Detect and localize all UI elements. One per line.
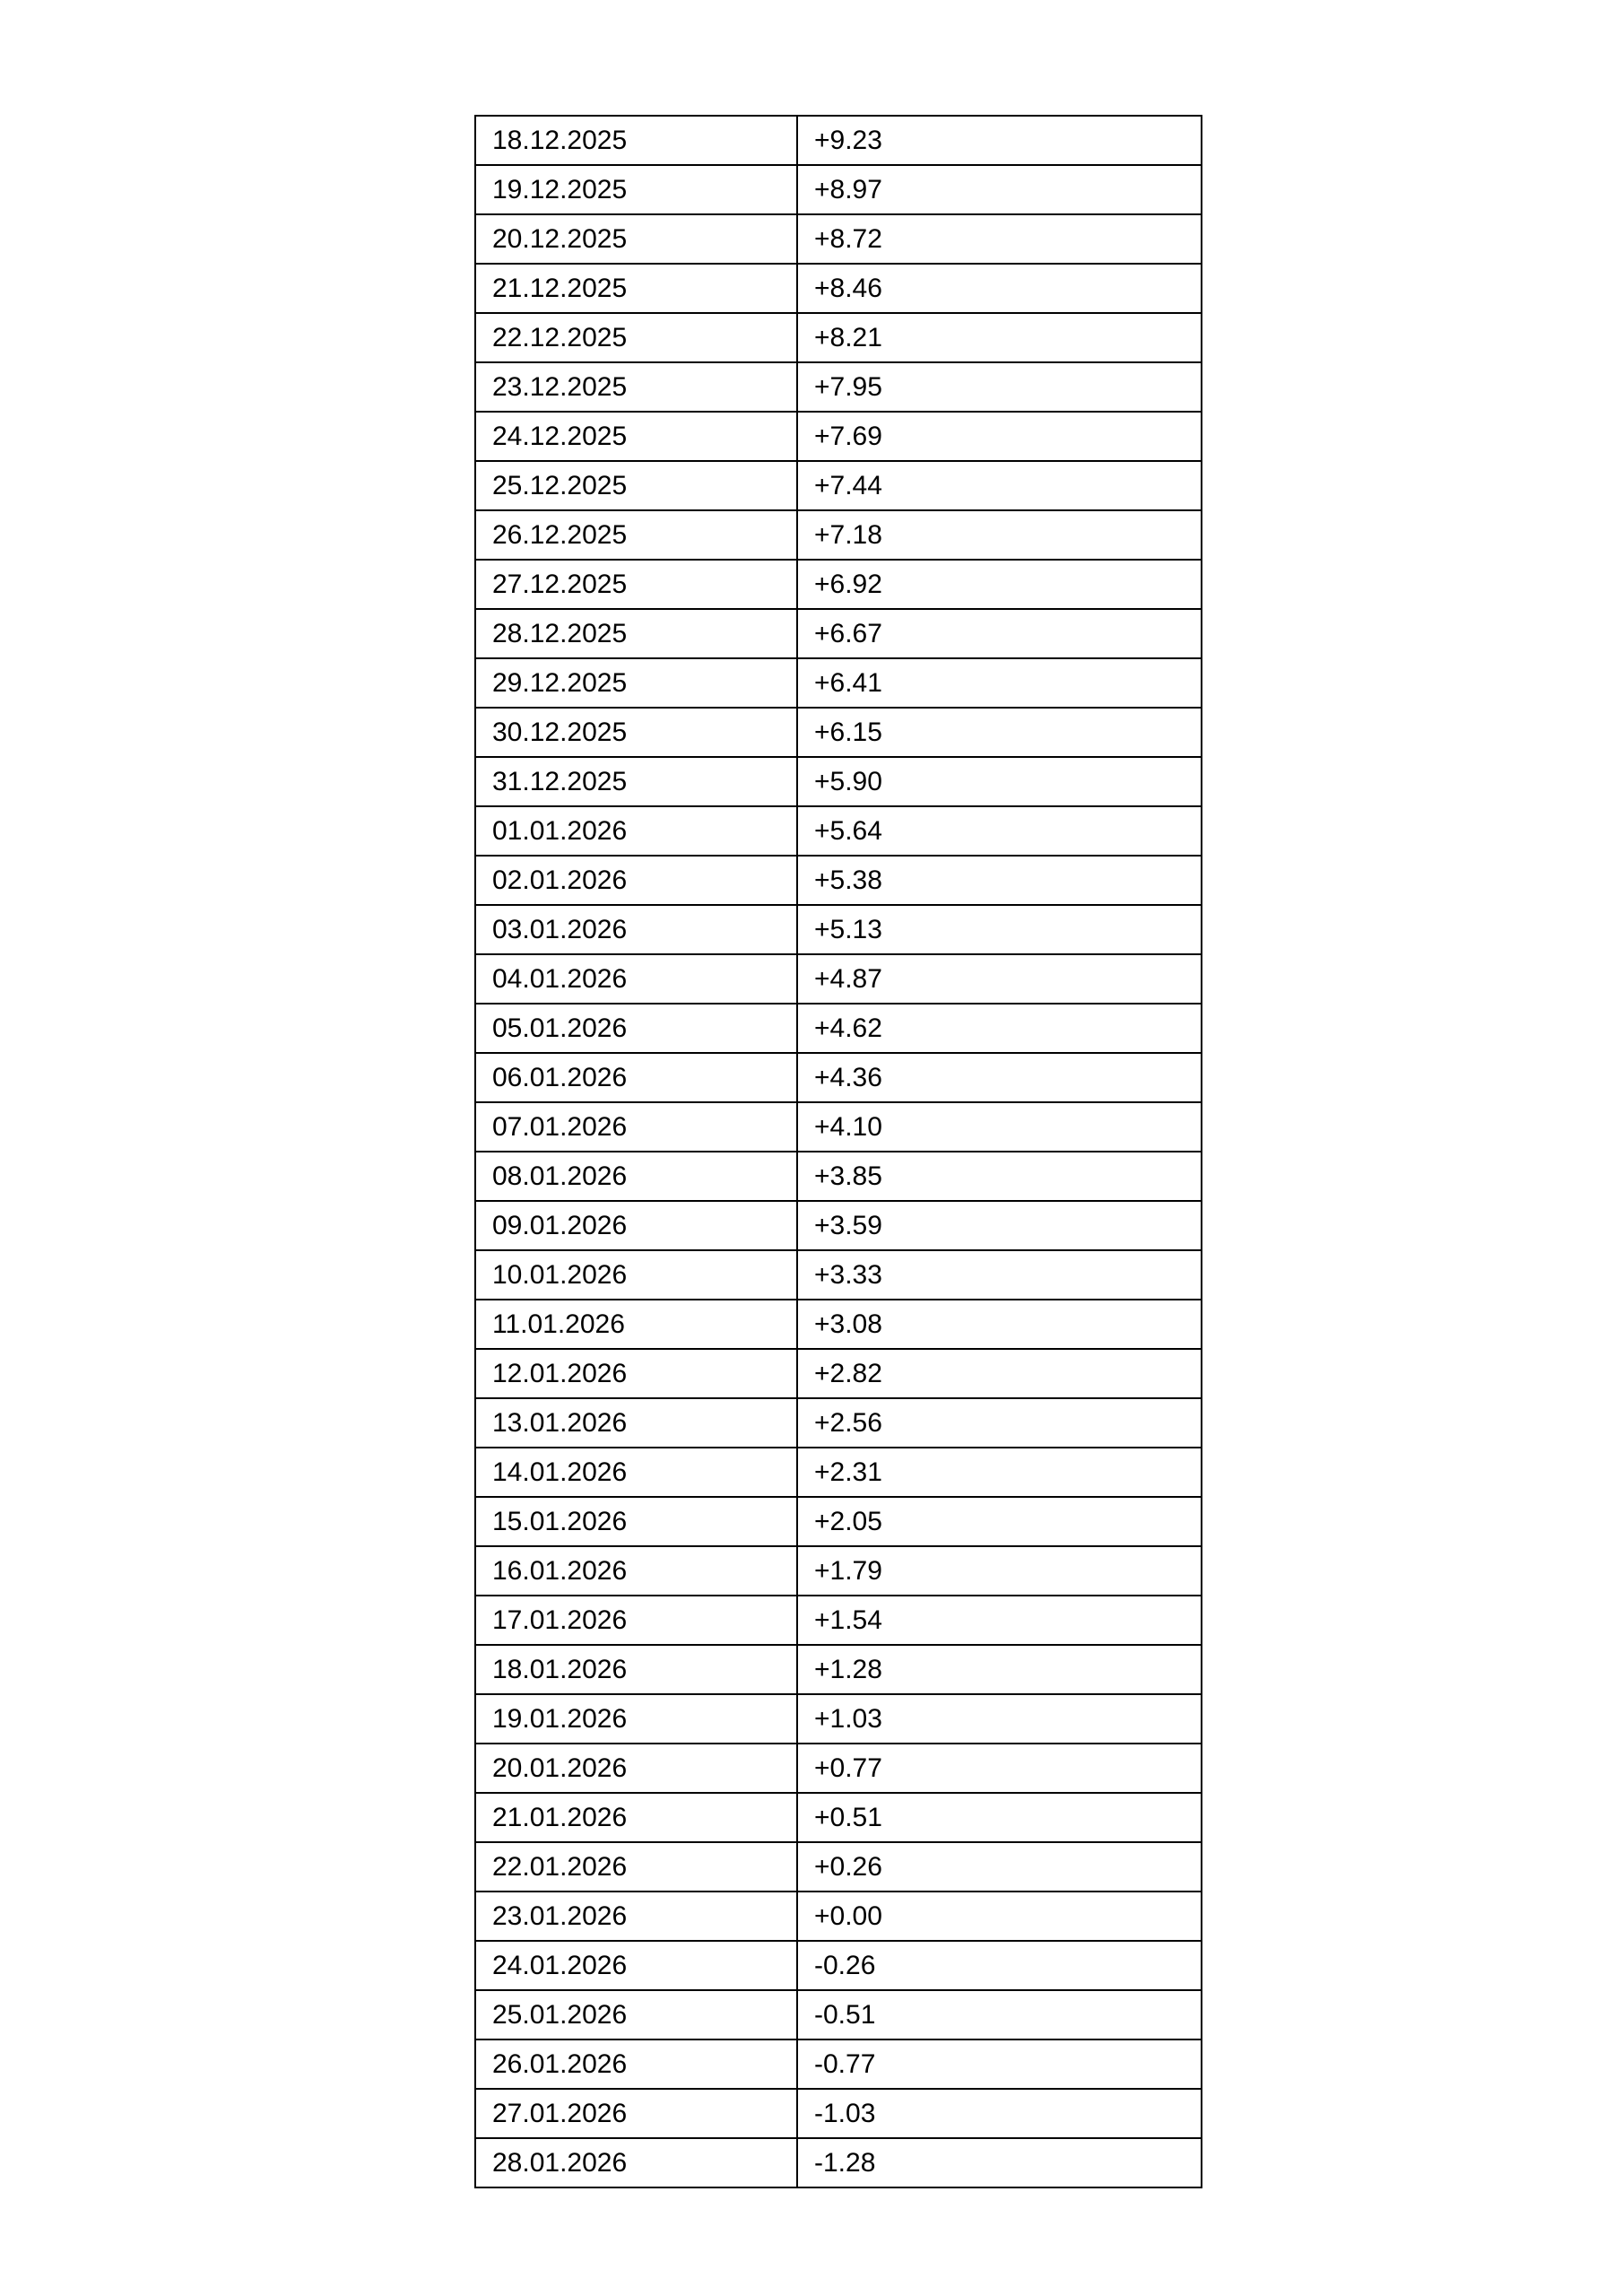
value-cell: +6.41 xyxy=(797,658,1202,708)
value-cell: +5.38 xyxy=(797,856,1202,905)
table-row xyxy=(475,362,1202,412)
date-cell: 09.01.2026 xyxy=(475,1201,797,1250)
date-cell: 28.12.2025 xyxy=(475,609,797,658)
table-row xyxy=(475,2138,1202,2187)
date-cell: 05.01.2026 xyxy=(475,1004,797,1053)
value-cell: +6.15 xyxy=(797,708,1202,757)
value-cell: +0.77 xyxy=(797,1744,1202,1793)
table-row xyxy=(475,1892,1202,1941)
date-cell: 11.01.2026 xyxy=(475,1300,797,1349)
value-cell: +5.13 xyxy=(797,905,1202,954)
value-cell: +6.67 xyxy=(797,609,1202,658)
table-row xyxy=(475,1152,1202,1201)
table-row xyxy=(475,1300,1202,1349)
date-cell: 25.12.2025 xyxy=(475,461,797,510)
value-cell: +4.87 xyxy=(797,954,1202,1004)
value-cell: +7.18 xyxy=(797,510,1202,560)
table-row xyxy=(475,856,1202,905)
table-row xyxy=(475,1546,1202,1596)
table-row xyxy=(475,1250,1202,1300)
table-row xyxy=(475,609,1202,658)
value-cell: +4.10 xyxy=(797,1102,1202,1152)
value-cell: +1.54 xyxy=(797,1596,1202,1645)
table-row xyxy=(475,214,1202,264)
table-row xyxy=(475,264,1202,313)
date-cell: 18.12.2025 xyxy=(475,116,797,165)
table-row xyxy=(475,1645,1202,1694)
date-cell: 22.12.2025 xyxy=(475,313,797,362)
date-cell: 04.01.2026 xyxy=(475,954,797,1004)
table-row xyxy=(475,708,1202,757)
table-row xyxy=(475,412,1202,461)
date-cell: 01.01.2026 xyxy=(475,806,797,856)
value-cell: +2.05 xyxy=(797,1497,1202,1546)
value-cell: +2.31 xyxy=(797,1448,1202,1497)
table-row xyxy=(475,1102,1202,1152)
value-cell: +9.23 xyxy=(797,116,1202,165)
table-row xyxy=(475,1349,1202,1398)
value-cell: +1.03 xyxy=(797,1694,1202,1744)
table-row xyxy=(475,2039,1202,2089)
date-cell: 18.01.2026 xyxy=(475,1645,797,1694)
date-cell: 26.12.2025 xyxy=(475,510,797,560)
date-cell: 07.01.2026 xyxy=(475,1102,797,1152)
table-row xyxy=(475,116,1202,165)
table-row xyxy=(475,461,1202,510)
date-cell: 31.12.2025 xyxy=(475,757,797,806)
value-cell: +8.97 xyxy=(797,165,1202,214)
table-row xyxy=(475,806,1202,856)
table-row xyxy=(475,1694,1202,1744)
date-cell: 22.01.2026 xyxy=(475,1842,797,1892)
date-cell: 08.01.2026 xyxy=(475,1152,797,1201)
value-cell: +8.46 xyxy=(797,264,1202,313)
date-cell: 12.01.2026 xyxy=(475,1349,797,1398)
value-cell: +7.69 xyxy=(797,412,1202,461)
value-cell: +7.95 xyxy=(797,362,1202,412)
table-row xyxy=(475,954,1202,1004)
date-cell: 29.12.2025 xyxy=(475,658,797,708)
value-cell: +4.62 xyxy=(797,1004,1202,1053)
value-cell: +5.64 xyxy=(797,806,1202,856)
value-cell: +3.59 xyxy=(797,1201,1202,1250)
value-cell: +6.92 xyxy=(797,560,1202,609)
table-row xyxy=(475,1004,1202,1053)
date-cell: 15.01.2026 xyxy=(475,1497,797,1546)
date-cell: 27.12.2025 xyxy=(475,560,797,609)
table-row xyxy=(475,313,1202,362)
table-row xyxy=(475,1053,1202,1102)
value-cell: -1.03 xyxy=(797,2089,1202,2138)
date-cell: 20.12.2025 xyxy=(475,214,797,264)
value-cell: +0.00 xyxy=(797,1892,1202,1941)
date-cell: 03.01.2026 xyxy=(475,905,797,954)
date-cell: 14.01.2026 xyxy=(475,1448,797,1497)
value-cell: -0.51 xyxy=(797,1990,1202,2039)
value-cell: +7.44 xyxy=(797,461,1202,510)
table-row xyxy=(475,905,1202,954)
table-row xyxy=(475,1398,1202,1448)
value-cell: +2.82 xyxy=(797,1349,1202,1398)
value-cell: -0.26 xyxy=(797,1941,1202,1990)
table-row xyxy=(475,1990,1202,2039)
value-cell: +3.33 xyxy=(797,1250,1202,1300)
date-cell: 10.01.2026 xyxy=(475,1250,797,1300)
value-cell: -1.28 xyxy=(797,2138,1202,2187)
value-cell: +8.72 xyxy=(797,214,1202,264)
date-cell: 13.01.2026 xyxy=(475,1398,797,1448)
table-body xyxy=(475,116,1202,2187)
table-row xyxy=(475,1497,1202,1546)
table-row xyxy=(475,1596,1202,1645)
date-cell: 25.01.2026 xyxy=(475,1990,797,2039)
value-cell: +4.36 xyxy=(797,1053,1202,1102)
date-cell: 06.01.2026 xyxy=(475,1053,797,1102)
date-cell: 30.12.2025 xyxy=(475,708,797,757)
value-cell: +1.28 xyxy=(797,1645,1202,1694)
table-row xyxy=(475,165,1202,214)
value-cell: +3.85 xyxy=(797,1152,1202,1201)
date-cell: 24.01.2026 xyxy=(475,1941,797,1990)
date-cell: 23.01.2026 xyxy=(475,1892,797,1941)
table-row xyxy=(475,658,1202,708)
date-cell: 19.01.2026 xyxy=(475,1694,797,1744)
table-row xyxy=(475,1842,1202,1892)
date-cell: 16.01.2026 xyxy=(475,1546,797,1596)
date-cell: 21.01.2026 xyxy=(475,1793,797,1842)
date-cell: 20.01.2026 xyxy=(475,1744,797,1793)
table-row xyxy=(475,2089,1202,2138)
table-row xyxy=(475,1448,1202,1497)
table-row xyxy=(475,1793,1202,1842)
table-row xyxy=(475,1744,1202,1793)
value-cell: +5.90 xyxy=(797,757,1202,806)
table-row xyxy=(475,510,1202,560)
date-cell: 23.12.2025 xyxy=(475,362,797,412)
date-cell: 24.12.2025 xyxy=(475,412,797,461)
value-cell: +0.26 xyxy=(797,1842,1202,1892)
table-row xyxy=(475,1941,1202,1990)
table-row xyxy=(475,1201,1202,1250)
date-cell: 19.12.2025 xyxy=(475,165,797,214)
value-cell: +1.79 xyxy=(797,1546,1202,1596)
value-cell: -0.77 xyxy=(797,2039,1202,2089)
date-value-table xyxy=(474,115,1202,2188)
date-cell: 02.01.2026 xyxy=(475,856,797,905)
table-row xyxy=(475,560,1202,609)
table-row xyxy=(475,757,1202,806)
value-cell: +3.08 xyxy=(797,1300,1202,1349)
date-cell: 27.01.2026 xyxy=(475,2089,797,2138)
value-cell: +8.21 xyxy=(797,313,1202,362)
date-cell: 17.01.2026 xyxy=(475,1596,797,1645)
date-cell: 21.12.2025 xyxy=(475,264,797,313)
value-cell: +2.56 xyxy=(797,1398,1202,1448)
value-cell: +0.51 xyxy=(797,1793,1202,1842)
date-cell: 28.01.2026 xyxy=(475,2138,797,2187)
date-cell: 26.01.2026 xyxy=(475,2039,797,2089)
